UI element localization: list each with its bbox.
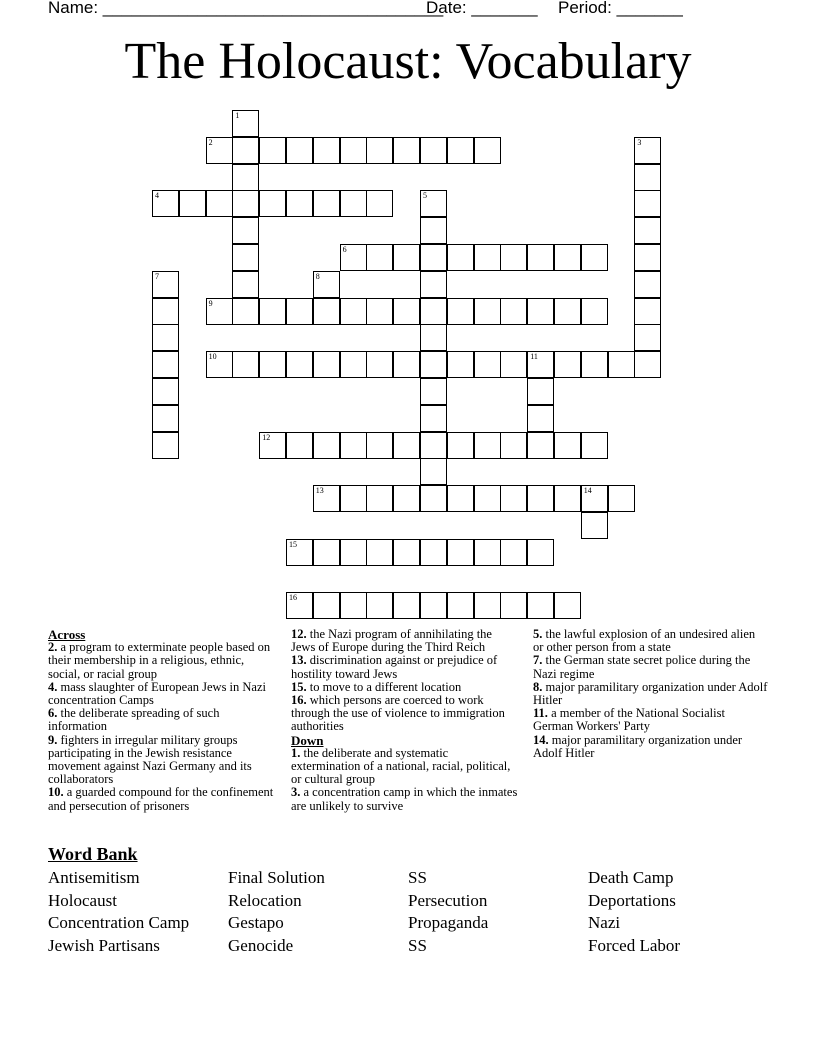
clue-number-label: 12. <box>291 627 307 641</box>
date-field[interactable]: Date: _______ <box>426 0 538 17</box>
crossword-cell[interactable] <box>313 137 340 164</box>
crossword-cell[interactable] <box>366 244 393 271</box>
down-clue <box>533 707 768 733</box>
crossword-cell[interactable] <box>340 298 367 325</box>
page-title: The Holocaust: Vocabulary <box>124 33 692 90</box>
crossword-cell[interactable] <box>500 539 527 566</box>
word-bank-item: SS <box>408 936 427 956</box>
crossword-cell[interactable] <box>474 539 501 566</box>
crossword-cell[interactable] <box>259 432 286 459</box>
clue-column-3 <box>533 628 768 760</box>
crossword-cell[interactable] <box>500 485 527 512</box>
crossword-cell[interactable] <box>393 298 420 325</box>
crossword-cell[interactable] <box>581 485 608 512</box>
crossword-cell[interactable] <box>634 190 661 217</box>
clue-number: 5 <box>423 191 427 201</box>
clue-number-label: 6. <box>48 706 58 721</box>
crossword-cell[interactable] <box>500 298 527 325</box>
clue-text: a program to exterminate people based on their membership in a religious, ethnic, social, or racial group <box>48 640 271 681</box>
crossword-cell[interactable] <box>232 110 259 137</box>
crossword-cell[interactable] <box>286 539 313 566</box>
clue-text: the lawful explosion of an undesired alien or other person from a state <box>533 627 756 655</box>
crossword-cell[interactable] <box>286 432 313 459</box>
clue-number: 13 <box>315 486 324 496</box>
crossword-cell[interactable] <box>527 485 554 512</box>
clue-text: discrimination against or prejudice of hostility toward Jews <box>291 653 498 681</box>
clue-number: 2 <box>208 137 213 147</box>
crossword-cell[interactable] <box>366 190 393 217</box>
down-heading: Down <box>291 732 324 748</box>
crossword-cell[interactable] <box>232 351 259 378</box>
crossword-cell[interactable] <box>474 137 501 164</box>
clue-number: 16 <box>289 593 297 603</box>
across-clue <box>48 681 278 707</box>
crossword-cell[interactable] <box>634 244 661 271</box>
crossword-cell[interactable] <box>420 592 447 619</box>
crossword-cell[interactable] <box>634 324 661 351</box>
crossword-cell[interactable] <box>340 592 367 619</box>
crossword-cell[interactable] <box>366 298 393 325</box>
crossword-cell[interactable] <box>474 432 501 459</box>
crossword-cell[interactable] <box>474 298 501 325</box>
down-clue <box>291 747 519 787</box>
across-clues-b <box>291 628 519 734</box>
word-bank-item: Propaganda <box>408 913 489 933</box>
crossword-cell[interactable] <box>420 405 447 432</box>
clue-text: to move to a different location <box>306 679 462 694</box>
crossword-cell[interactable] <box>313 432 340 459</box>
clue-number-label: 14. <box>533 732 549 747</box>
crossword-cell[interactable] <box>179 190 206 217</box>
word-bank-item: Concentration Camp <box>48 913 190 933</box>
crossword-cell[interactable] <box>366 592 393 619</box>
crossword-cell[interactable] <box>554 244 581 271</box>
clue-number: 8 <box>315 271 320 281</box>
crossword-cell[interactable] <box>420 351 447 378</box>
crossword-cell[interactable] <box>527 432 554 459</box>
clue-number-label: 8. <box>533 679 543 694</box>
crossword-cell[interactable] <box>581 351 608 378</box>
crossword-cell[interactable] <box>340 539 367 566</box>
clue-number-label: 9. <box>48 732 58 747</box>
crossword-cell[interactable] <box>554 485 581 512</box>
clue-text: fighters in irregular military groups participating in the Jewish resistance movement against Nazi Germany and its collaborators <box>48 732 252 787</box>
name-field[interactable]: Name: ____________________________________ <box>48 0 444 17</box>
crossword-cell[interactable] <box>259 137 286 164</box>
word-bank-item: Forced Labor <box>588 936 681 956</box>
crossword-cell[interactable] <box>393 485 420 512</box>
crossword-cell[interactable] <box>340 244 367 271</box>
crossword-cell[interactable] <box>527 592 554 619</box>
crossword-cell[interactable] <box>340 432 367 459</box>
crossword-cell[interactable] <box>152 190 179 217</box>
across-clue <box>291 654 519 680</box>
crossword-cell[interactable] <box>527 351 554 378</box>
word-bank-item: Gestapo <box>228 913 284 933</box>
word-bank-item: Death Camp <box>588 868 674 887</box>
crossword-cell[interactable] <box>313 190 340 217</box>
clue-text: the Nazi program of annihilating the Jews of Europe during the Third Reich <box>291 627 492 655</box>
crossword-cell[interactable] <box>554 592 581 619</box>
crossword-cell[interactable] <box>152 405 179 432</box>
crossword-cell[interactable] <box>554 432 581 459</box>
crossword-cell[interactable] <box>232 190 259 217</box>
clue-number-label: 16. <box>291 693 307 708</box>
down-clues-b <box>533 628 768 760</box>
clue-text: major paramilitary organization under Adolf Hitler <box>533 732 743 760</box>
clue-text: the deliberate and systematic extermination of a national, racial, political, or cultural group <box>291 745 511 787</box>
clue-number: 1 <box>235 111 240 120</box>
clue-number-label: 11. <box>533 706 548 721</box>
crossword-cell[interactable] <box>581 432 608 459</box>
clue-number: 9 <box>208 298 213 308</box>
crossword-cell[interactable] <box>340 485 367 512</box>
word-bank-item: Genocide <box>228 936 294 956</box>
crossword-cell[interactable] <box>313 539 340 566</box>
word-bank-item: Jewish Partisans <box>48 936 160 956</box>
crossword-cell[interactable] <box>152 378 179 405</box>
crossword-cell[interactable] <box>232 137 259 164</box>
clue-number-label: 3. <box>291 785 301 800</box>
clue-text: a guarded compound for the confinement and persecution of prisoners <box>48 785 274 813</box>
crossword-cell[interactable] <box>152 298 179 325</box>
crossword-cell[interactable] <box>232 217 259 244</box>
word-bank-item: Persecution <box>408 890 488 910</box>
crossword-cell[interactable] <box>206 298 233 325</box>
crossword-cell[interactable] <box>366 485 393 512</box>
crossword-cell[interactable] <box>206 137 233 164</box>
crossword-cell[interactable] <box>527 298 554 325</box>
clue-text: mass slaughter of European Jews in Nazi concentration Camps <box>48 679 266 708</box>
clue-number-label: 13. <box>291 653 307 668</box>
crossword-cell[interactable] <box>447 485 474 512</box>
crossword-cell[interactable] <box>420 324 447 351</box>
crossword-cell[interactable] <box>313 271 340 298</box>
crossword-cell[interactable] <box>232 271 259 298</box>
crossword-cell[interactable] <box>554 298 581 325</box>
crossword-cell[interactable] <box>420 432 447 459</box>
clue-column-2 <box>291 628 519 813</box>
crossword-cell[interactable] <box>447 298 474 325</box>
crossword-cell[interactable] <box>527 378 554 405</box>
word-bank-item: Relocation <box>228 890 302 910</box>
crossword-cell[interactable] <box>634 164 661 191</box>
crossword-cell[interactable] <box>634 217 661 244</box>
crossword-cell[interactable] <box>313 592 340 619</box>
clue-column-1 <box>48 628 278 813</box>
crossword-cell[interactable] <box>152 271 179 298</box>
crossword-cell[interactable] <box>340 137 367 164</box>
crossword-cell[interactable] <box>313 485 340 512</box>
crossword-cell[interactable] <box>447 432 474 459</box>
crossword-cell[interactable] <box>232 164 259 191</box>
crossword-cell[interactable] <box>420 485 447 512</box>
crossword-cell[interactable] <box>447 351 474 378</box>
crossword-cell[interactable] <box>500 592 527 619</box>
across-clue <box>291 628 519 654</box>
word-bank-item: Nazi <box>588 913 621 933</box>
crossword-cell[interactable] <box>313 298 340 325</box>
crossword-cell[interactable] <box>634 298 661 325</box>
crossword-cell[interactable] <box>420 217 447 244</box>
clue-number-label: 7. <box>533 653 543 668</box>
clue-number-label: 10. <box>48 785 64 800</box>
across-clue <box>48 641 278 681</box>
crossword-cell[interactable] <box>500 351 527 378</box>
across-clues-a <box>48 641 278 813</box>
crossword-cell[interactable] <box>393 137 420 164</box>
crossword-cell[interactable] <box>634 351 661 378</box>
crossword-cell[interactable] <box>581 244 608 271</box>
crossword-cell[interactable] <box>474 485 501 512</box>
across-clue <box>48 786 278 812</box>
crossword-cell[interactable] <box>634 137 661 164</box>
clue-text: which persons are coerced to work through the use of violence to immigration authorities <box>291 693 505 734</box>
clue-number: 6 <box>342 245 347 254</box>
crossword-cell[interactable] <box>232 298 259 325</box>
down-clue <box>533 628 768 654</box>
down-clue <box>533 734 768 760</box>
crossword-cell[interactable] <box>393 539 420 566</box>
across-clue <box>48 707 278 733</box>
clue-text: the German state secret police during the Nazi regime <box>533 653 751 681</box>
clue-number-label: 5. <box>533 627 543 641</box>
clue-number: 12 <box>262 432 271 442</box>
clue-text: a member of the National Socialist German Workers' Party <box>533 706 725 734</box>
crossword-cell[interactable] <box>500 244 527 271</box>
crossword-cell[interactable] <box>340 351 367 378</box>
crossword-cell[interactable] <box>393 432 420 459</box>
crossword-cell[interactable] <box>634 271 661 298</box>
clue-number-label: 2. <box>48 640 58 655</box>
crossword-cell[interactable] <box>206 190 233 217</box>
clue-number-label: 15. <box>291 679 307 694</box>
crossword-cell[interactable] <box>500 432 527 459</box>
crossword-cell[interactable] <box>340 190 367 217</box>
crossword-cell[interactable] <box>608 485 635 512</box>
crossword-cell[interactable] <box>259 190 286 217</box>
clue-text: the deliberate spreading of such information <box>48 706 220 734</box>
down-clue <box>533 654 768 680</box>
crossword-cell[interactable] <box>420 190 447 217</box>
crossword-cell[interactable] <box>152 351 179 378</box>
crossword-cell[interactable] <box>393 592 420 619</box>
crossword-cell[interactable] <box>286 137 313 164</box>
clue-number: 3 <box>637 137 642 147</box>
crossword-cell[interactable] <box>527 244 554 271</box>
across-clue <box>291 694 519 734</box>
clue-number: 14 <box>583 486 592 496</box>
crossword-cell[interactable] <box>527 539 554 566</box>
word-bank-item: Final Solution <box>228 868 325 887</box>
crossword-cell[interactable] <box>447 592 474 619</box>
down-clue <box>533 681 768 707</box>
crossword-cell[interactable] <box>420 298 447 325</box>
clue-number: 11 <box>530 352 538 362</box>
crossword-cell[interactable] <box>447 539 474 566</box>
crossword-cell[interactable] <box>527 405 554 432</box>
clue-number-label: 1. <box>291 745 301 760</box>
crossword-cell[interactable] <box>286 190 313 217</box>
crossword-cell[interactable] <box>420 378 447 405</box>
down-clue <box>291 786 519 812</box>
crossword-cell[interactable] <box>420 271 447 298</box>
across-heading: Across <box>48 627 86 642</box>
clue-number: 7 <box>155 271 159 281</box>
word-bank-item: SS <box>408 868 427 887</box>
crossword-cell[interactable] <box>447 137 474 164</box>
crossword-cell[interactable] <box>259 351 286 378</box>
crossword-cell[interactable] <box>581 298 608 325</box>
clue-number: 15 <box>289 539 297 549</box>
crossword-cell[interactable] <box>259 298 286 325</box>
crossword-cell[interactable] <box>608 351 635 378</box>
crossword-cell[interactable] <box>366 137 393 164</box>
word-bank-title: Word Bank <box>48 844 138 864</box>
crossword-cell[interactable] <box>393 351 420 378</box>
clue-text: a concentration camp in which the inmates are unlikely to survive <box>291 785 518 813</box>
crossword-cell[interactable] <box>447 244 474 271</box>
crossword-cell[interactable] <box>366 432 393 459</box>
crossword-cell[interactable] <box>474 351 501 378</box>
clue-number-label: 4. <box>48 679 58 694</box>
crossword-cell[interactable] <box>420 458 447 485</box>
crossword-cell[interactable] <box>420 137 447 164</box>
crossword-cell[interactable] <box>152 324 179 351</box>
clue-number: 4 <box>155 191 159 201</box>
crossword-cell[interactable] <box>581 512 608 539</box>
down-clues-a <box>291 747 519 813</box>
crossword-cell[interactable] <box>206 351 233 378</box>
crossword-cell[interactable] <box>313 351 340 378</box>
crossword-cell[interactable] <box>554 351 581 378</box>
clue-number: 10 <box>208 352 217 362</box>
word-bank-item: Deportations <box>588 890 676 910</box>
crossword-cell[interactable] <box>366 351 393 378</box>
crossword-cell[interactable] <box>366 539 393 566</box>
crossword-cell[interactable] <box>286 351 313 378</box>
crossword-cell[interactable] <box>420 539 447 566</box>
clue-text: major paramilitary organization under Adolf Hitler <box>533 679 768 708</box>
crossword-cell[interactable] <box>152 432 179 459</box>
period-field[interactable]: Period: _______ <box>558 0 683 17</box>
crossword-cell[interactable] <box>286 592 313 619</box>
crossword-cell[interactable] <box>393 244 420 271</box>
crossword-cell[interactable] <box>232 244 259 271</box>
crossword-cell[interactable] <box>420 244 447 271</box>
crossword-cell[interactable] <box>474 592 501 619</box>
crossword-cell[interactable] <box>474 244 501 271</box>
word-bank-item: Holocaust <box>48 890 117 910</box>
crossword-cell[interactable] <box>286 298 313 325</box>
across-clue <box>48 734 278 787</box>
word-bank-item: Antisemitism <box>48 868 140 887</box>
